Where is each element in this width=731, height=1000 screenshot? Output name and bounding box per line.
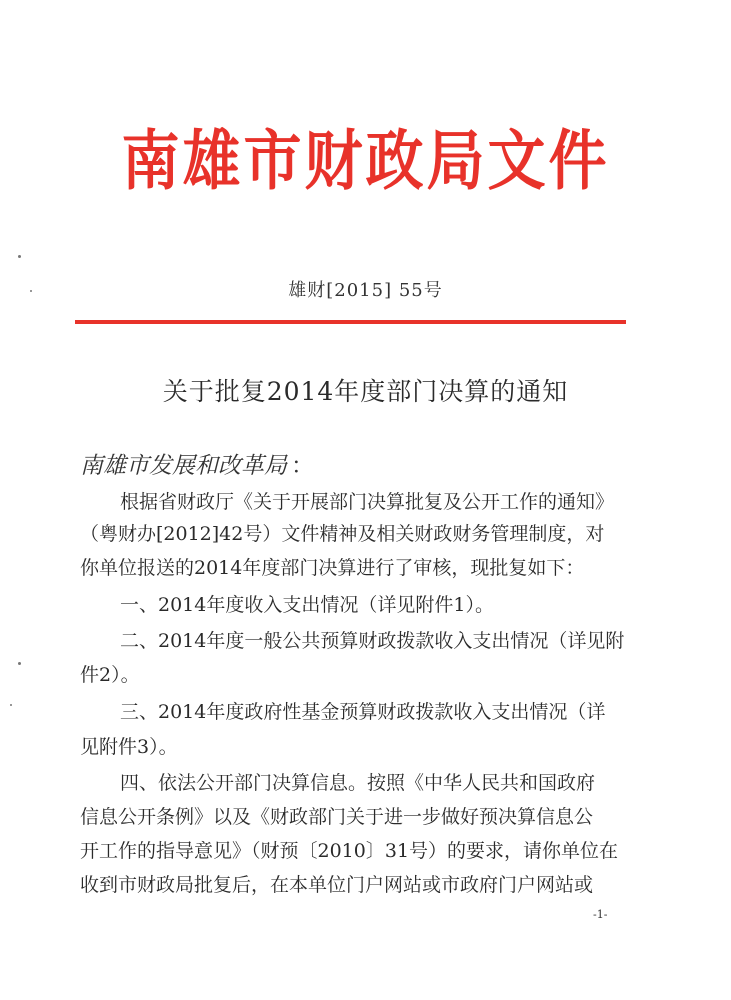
body-line: 三、2014年度政府性基金预算财政拨款收入支出情况（详 (120, 701, 606, 723)
body-line: 开工作的指导意见》（财预〔2010〕31号）的要求，请你单位在 (80, 840, 619, 862)
red-divider-line (75, 320, 626, 324)
body-line: 信息公开条例》以及《财政部门关于进一步做好预决算信息公 (80, 806, 594, 828)
addressee-colon: ： (291, 453, 314, 479)
body-line: 你单位报送的2014年度部门决算进行了审核，现批复如下： (80, 557, 585, 579)
addressee (80, 447, 314, 480)
document-number: 雄财[2015] 55号 (288, 280, 443, 301)
body-line: 件2）。 (80, 664, 140, 686)
body-line: 见附件3）。 (80, 736, 178, 758)
body-line: 二、2014年度一般公共预算财政拨款收入支出情况（详见附 (120, 630, 625, 652)
addressee-name: 南雄市发展和改革局 (80, 453, 287, 479)
scan-speck (18, 662, 21, 665)
scan-speck (10, 704, 12, 706)
notice-title: 关于批复2014年度部门决算的通知 (162, 377, 569, 406)
body-line: （粤财办[2012]42号）文件精神及相关财政财务管理制度，对 (80, 523, 605, 545)
body-line: 根据省财政厅《关于开展部门决算批复及公开工作的通知》 (120, 491, 615, 513)
body-line: 一、2014年度收入支出情况（详见附件1）。 (120, 594, 494, 616)
issuing-authority-title: 南雄市财政局文件 (121, 122, 610, 199)
body-line: 四、依法公开部门决算信息。按照《中华人民共和国政府 (120, 772, 596, 794)
body-line: 收到市财政局批复后，在本单位门户网站或市政府门户网站或 (80, 874, 594, 896)
scan-speck (30, 290, 32, 292)
page-number: -1- (593, 908, 608, 921)
scan-speck (18, 255, 21, 258)
